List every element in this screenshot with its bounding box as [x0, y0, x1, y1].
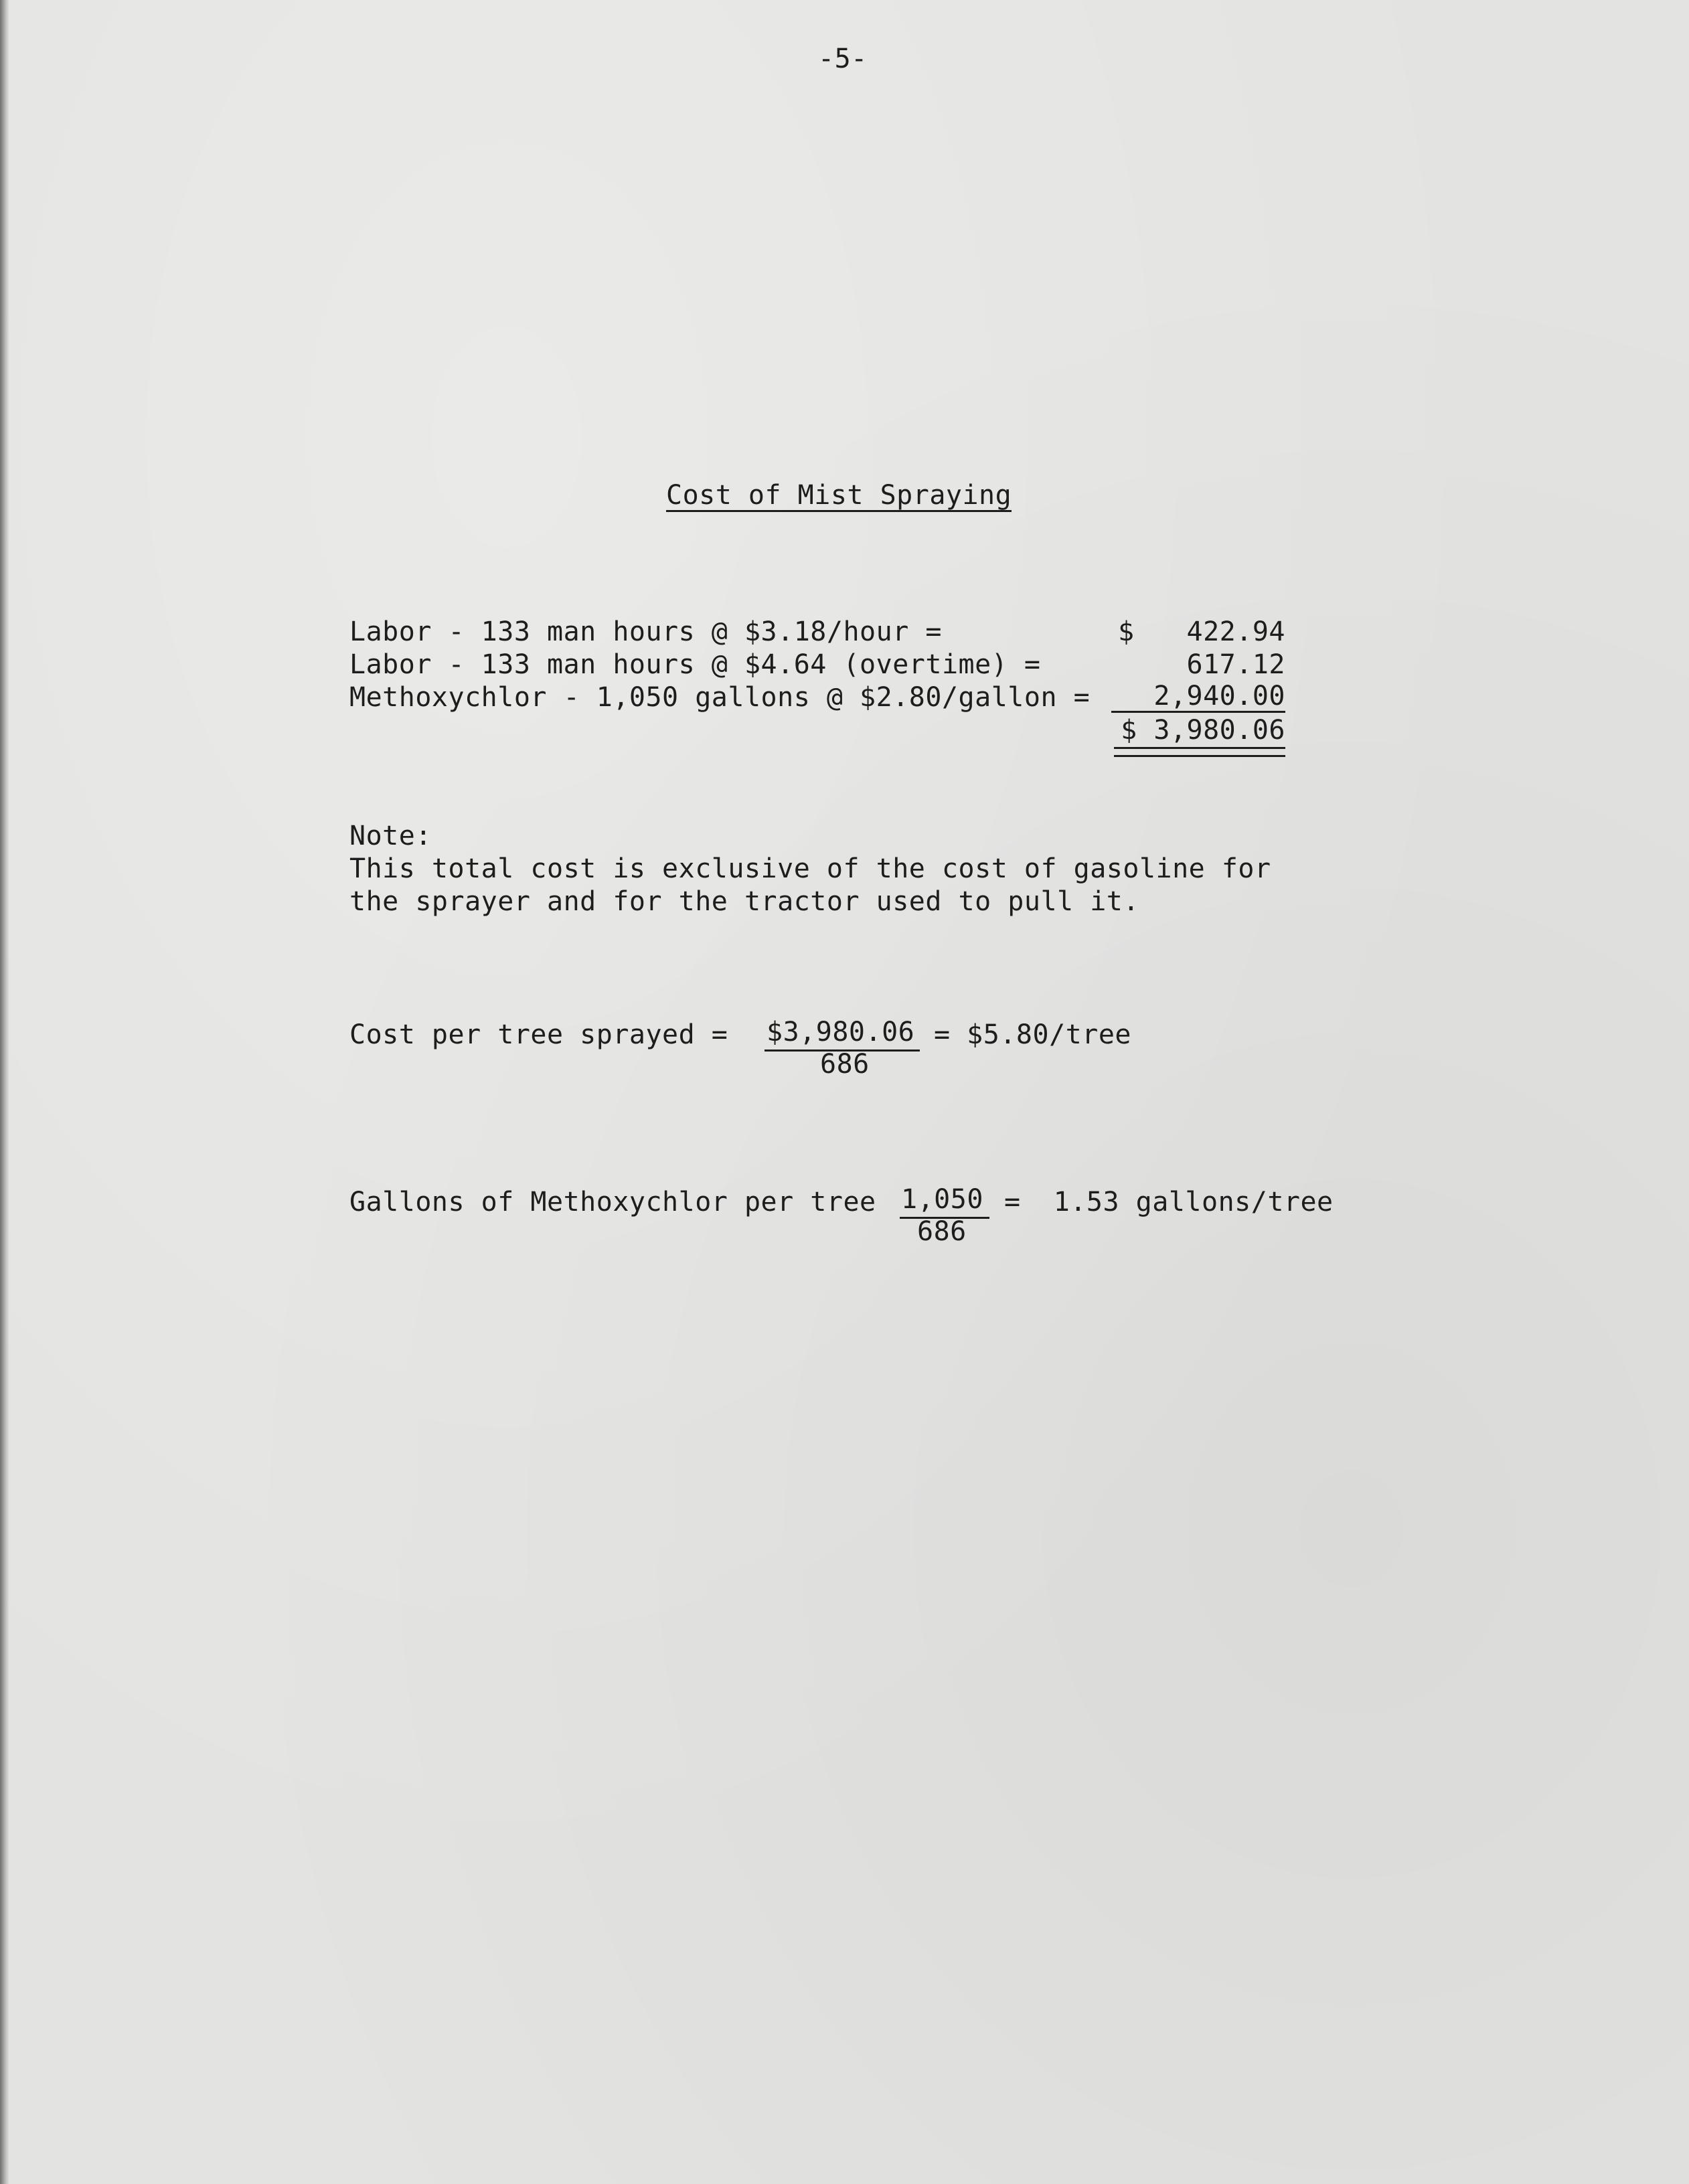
note-line: the sprayer and for the tractor used to pull it. [349, 886, 1139, 917]
cost-item-description: Labor - 133 man hours @ $3.18/hour = [349, 616, 942, 647]
cost-item-amount: 2,940.00 [1111, 681, 1285, 713]
page-number: -5- [818, 44, 868, 74]
document-title: Cost of Mist Spraying [666, 480, 1012, 511]
gallons-per-tree-label: Gallons of Methoxychlor per tree [349, 1187, 876, 1217]
cost-per-tree-numerator: $3,980.06 [767, 1017, 915, 1047]
cost-per-tree-denominator: 686 [820, 1049, 870, 1080]
total-amount: $ 3,980.06 [1121, 715, 1285, 746]
total-double-underline [1114, 755, 1285, 757]
note-heading: Note: [349, 821, 432, 851]
note-line: This total cost is exclusive of the cost of gasoline for [349, 853, 1271, 884]
gallons-per-tree-result: = 1.53 gallons/tree [1004, 1187, 1334, 1217]
cost-item-currency: $ [1118, 616, 1135, 647]
cost-item-amount: 422.94 [1186, 616, 1285, 647]
gallons-per-tree-denominator: 686 [917, 1216, 967, 1247]
cost-item-amount: 617.12 [1186, 649, 1285, 680]
page-edge-shadow [0, 0, 9, 2184]
total-double-underline [1114, 747, 1285, 749]
cost-item-description: Methoxychlor - 1,050 gallons @ $2.80/gallon = [349, 682, 1091, 713]
gallons-per-tree-numerator: 1,050 [901, 1184, 983, 1215]
cost-per-tree-label: Cost per tree sprayed = [349, 1019, 728, 1050]
cost-item-description: Labor - 133 man hours @ $4.64 (overtime) = [349, 649, 1041, 680]
cost-per-tree-result: = $5.80/tree [934, 1019, 1131, 1050]
